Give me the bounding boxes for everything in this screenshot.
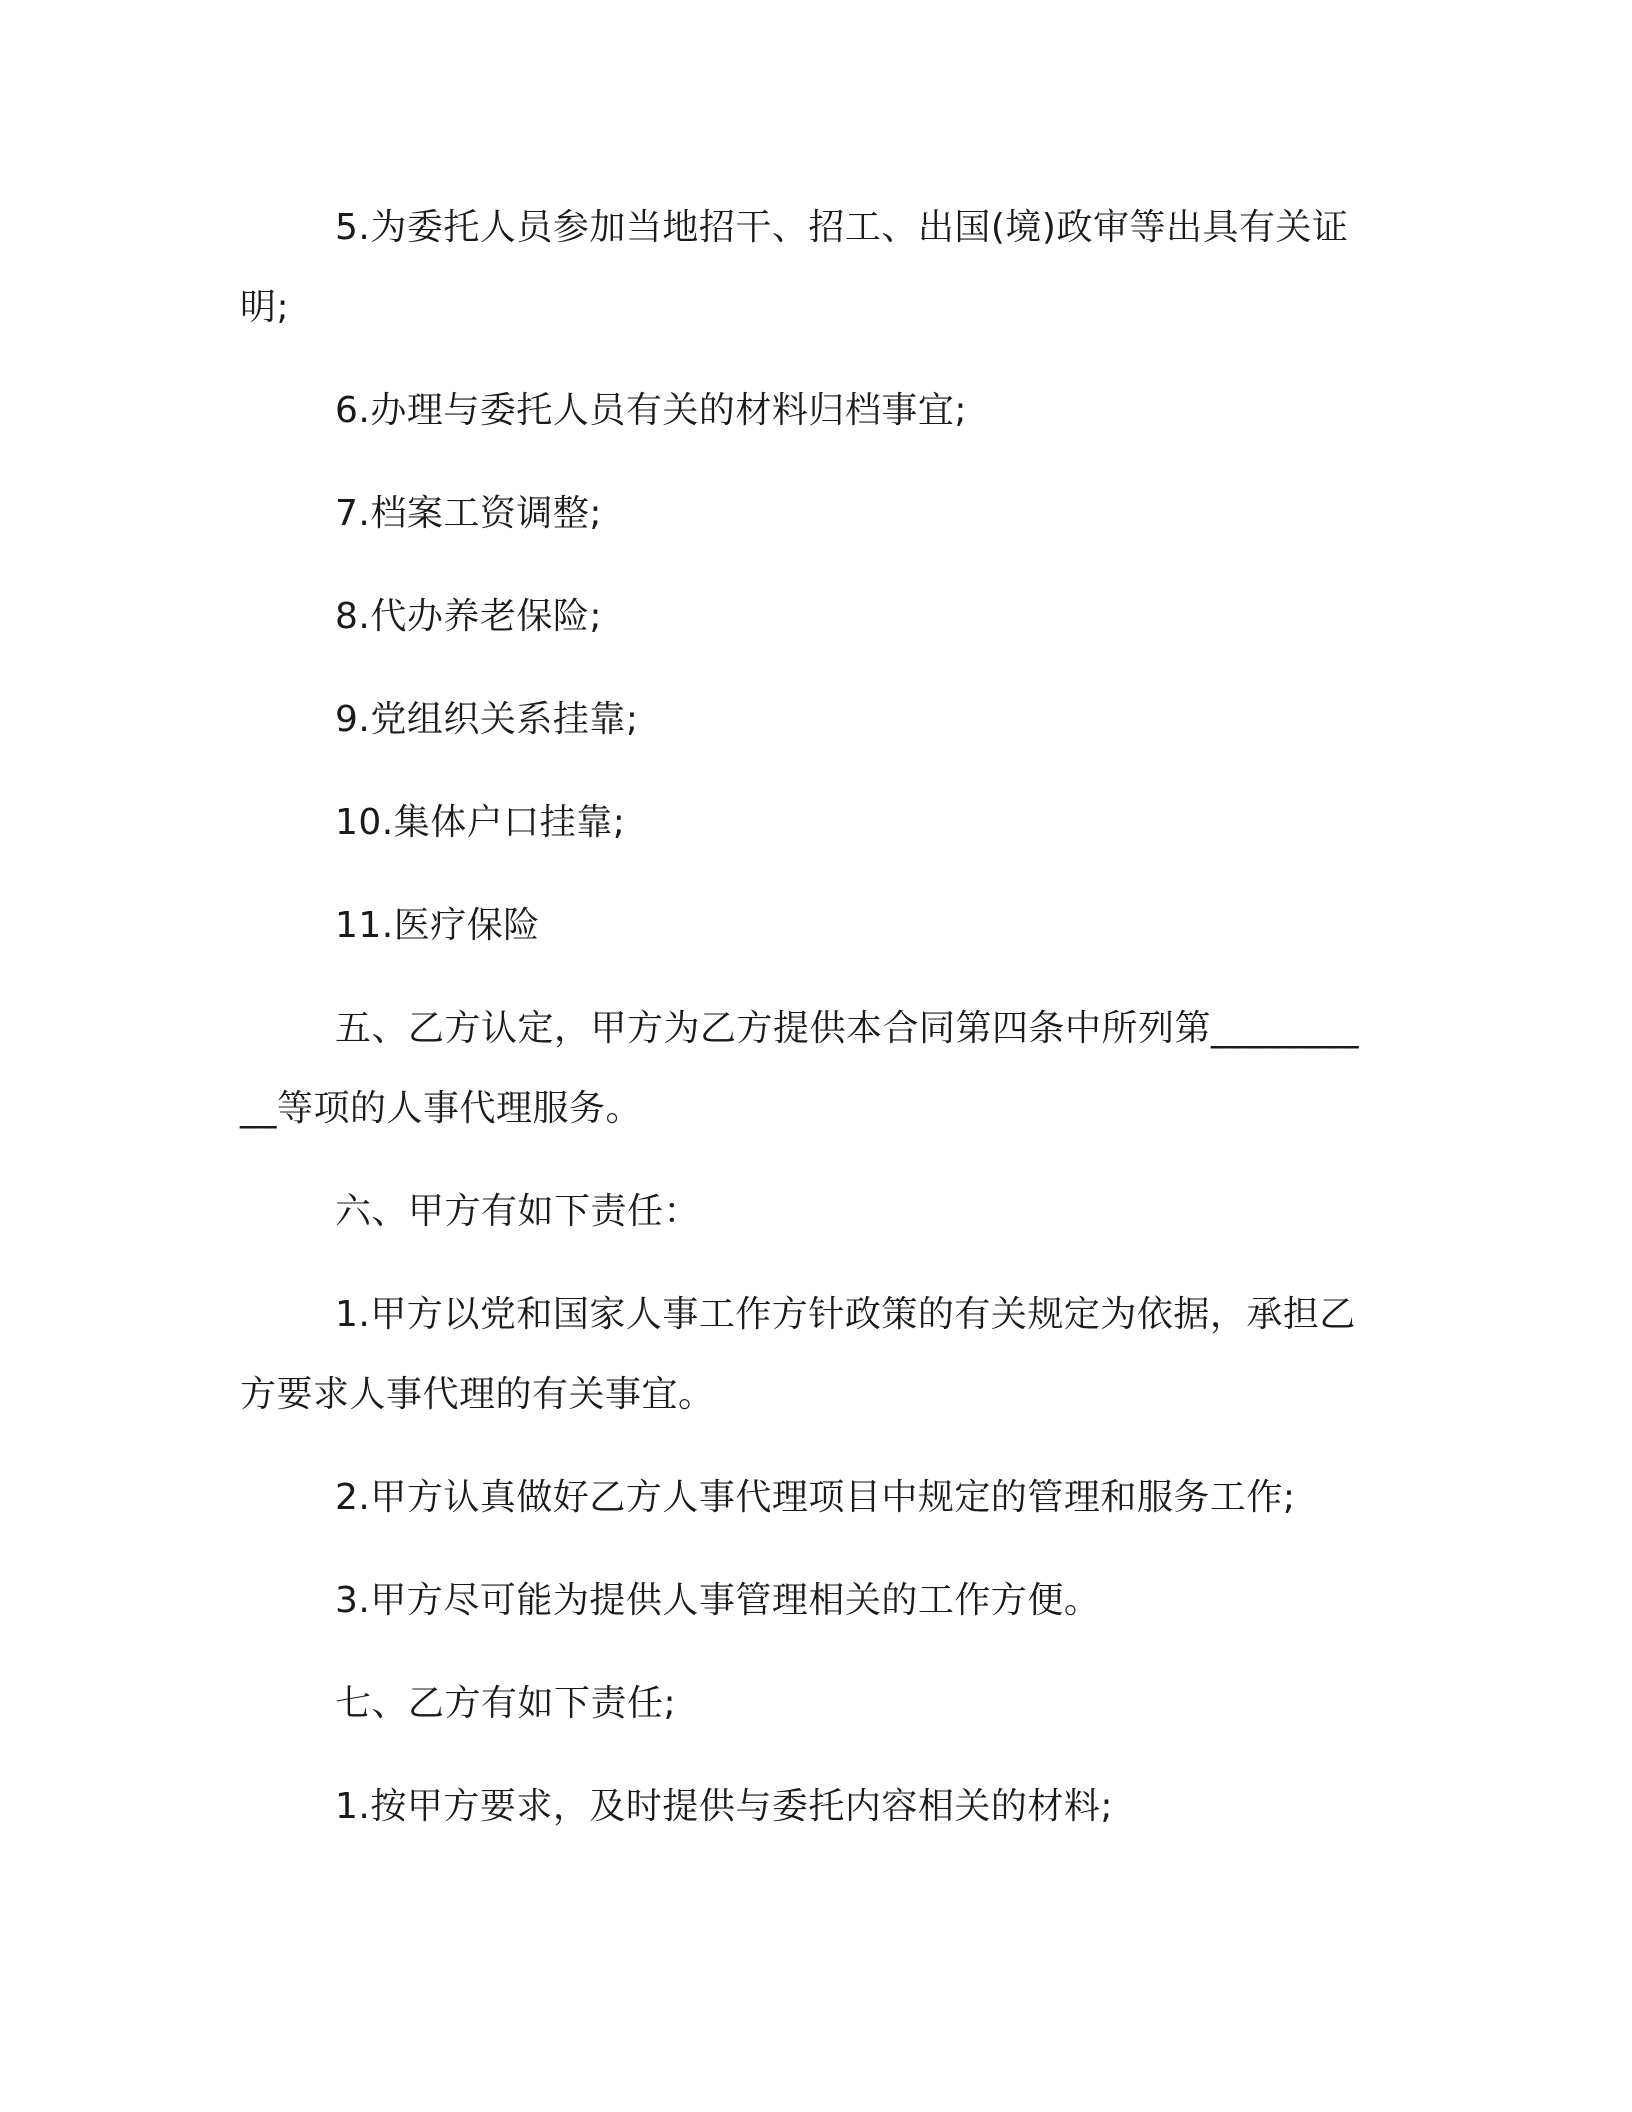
clause-6-heading: 六、甲方有如下责任： [335,1191,701,1232]
clause-5-heading: 五、乙方认定，甲方为乙方提供本合同第四条中所列第__________等项的人事代理服务。 [240,1008,1360,1129]
clause-6-item-1: 1.甲方以党和国家人事工作方针政策的有关规定为依据，承担乙方要求人事代理的有关事宜。 [240,1294,1356,1415]
item-7-salary-adjustment: 7.档案工资调整; [335,493,602,534]
item-8-pension-insurance: 8.代办养老保险; [335,596,602,637]
clause-6-item-3: 3.甲方尽可能为提供人事管理相关的工作方便。 [335,1580,1101,1621]
clause-7-heading: 七、乙方有如下责任; [335,1683,677,1724]
clause-6-item-2: 2.甲方认真做好乙方人事代理项目中规定的管理和服务工作; [335,1477,1296,1518]
item-6-archiving: 6.办理与委托人员有关的材料归档事宜; [335,390,967,431]
document-body [240,188,1360,1847]
item-10-household-registration: 10.集体户口挂靠; [335,802,626,843]
clause-7-item-1: 1.按甲方要求，及时提供与委托内容相关的材料; [335,1786,1113,1827]
item-11-medical-insurance: 11.医疗保险 [335,905,540,946]
item-9-party-affiliation: 9.党组织关系挂靠; [335,699,639,740]
item-5-certificates: 5.为委托人员参加当地招干、招工、出国(境)政审等出具有关证明; [240,207,1349,328]
